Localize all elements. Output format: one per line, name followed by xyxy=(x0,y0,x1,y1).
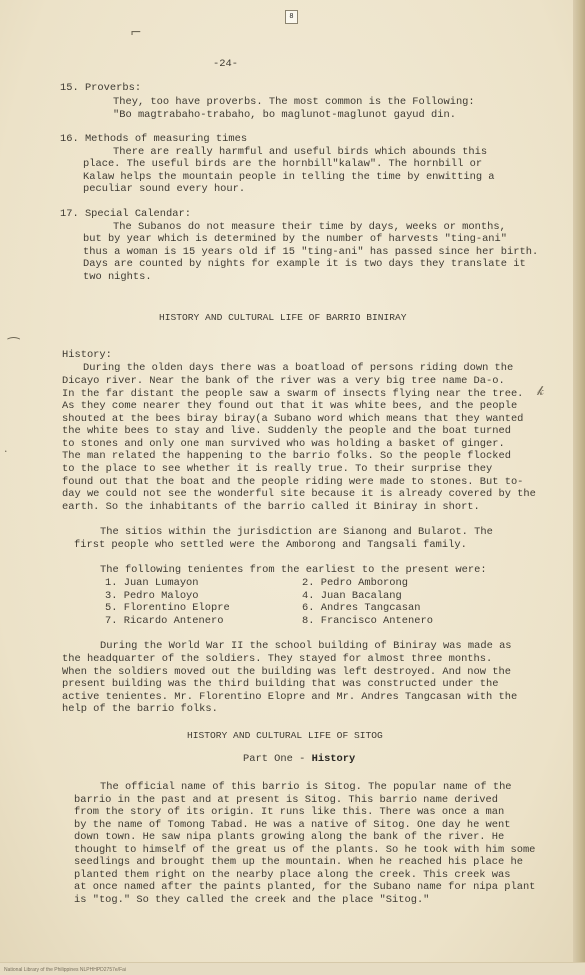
section-17-line: but by year which is determined by the number of harvests "ting-ani" xyxy=(83,233,508,245)
biniray-war-line: During the World War II the school building of Biniray was made as xyxy=(100,640,512,652)
biniray-sitios-line: The sitios within the jurisdiction are Sianong and Bularot. The xyxy=(100,526,493,538)
biniray-history-label: History: xyxy=(62,349,112,361)
biniray-paragraph-line: to stones and only one man survived who was holding a basket of ginger. xyxy=(62,438,505,450)
biniray-paragraph-line: The man related the happening to the barrio folks. So the people flocked xyxy=(62,450,511,462)
teniente-item: 8. Francisco Antenero xyxy=(302,615,433,627)
biniray-sitios-line: first people who settled were the Amborong and Tangsali family. xyxy=(74,539,467,551)
teniente-item: 2. Pedro Amborong xyxy=(302,577,409,589)
section-17-line: two nights. xyxy=(83,271,152,283)
sitog-subheading xyxy=(243,753,355,765)
section-15-line: They, too have proverbs. The most common is the Following: xyxy=(113,96,475,108)
margin-mark: · xyxy=(4,445,8,458)
page-binding-edge xyxy=(573,0,585,975)
biniray-paragraph-line: found out that the boat and the people riding were made to stones. But to- xyxy=(62,476,524,488)
section-16-title: 16. Methods of measuring times xyxy=(60,133,248,145)
sitog-paragraph-line: from the story of its origin. It runs like this. There was once a man xyxy=(74,806,505,818)
biniray-war-line: When the soldiers moved out the building was left destroyed. And now the xyxy=(62,666,511,678)
ink-smudge-mark: ⁀ xyxy=(8,338,20,354)
section-15-line: "Bo magtrabaho-trabaho, bo maglunot-maglunot gayud din. xyxy=(113,109,456,121)
section-16-line: Kalaw helps the mountain people in telling the time by enwitting a xyxy=(83,171,495,183)
ink-smudge-mark: ⌐ xyxy=(130,25,142,41)
biniray-paragraph-line: As they come nearer they found out that it was white bees, and the people xyxy=(62,400,518,412)
sitog-paragraph-line: by the name of Tomong Tabad. He was a native of Sitog. One day he went xyxy=(74,819,511,831)
sitog-paragraph-line: at once named after the paints planted, for the Subano name for nipa plant xyxy=(74,881,536,893)
biniray-paragraph-line: During the olden days there was a boatload of persons riding down the xyxy=(83,362,514,374)
biniray-war-line: the headquarter of the soldiers. They stayed for almost three months. xyxy=(62,653,493,665)
footer-credit: National Library of the Philippines NLPHHPD2757e/Fai xyxy=(4,967,127,973)
sitog-paragraph-line: The official name of this barrio is Sitog. The popular name of the xyxy=(100,781,512,793)
handwritten-mark: 𝓀 xyxy=(537,384,544,399)
page-tab: 8 xyxy=(285,10,298,24)
biniray-paragraph-line: shouted at the bees biray biray(a Subano word which means that they wanted xyxy=(62,413,524,425)
biniray-paragraph-line: the white bees to stay and live. Suddenly the people and the boat turned xyxy=(62,425,511,437)
teniente-item: 6. Andres Tangcasan xyxy=(302,602,421,614)
biniray-war-line: active tenientes. Mr. Florentino Elopre and Mr. Andres Tangcasan with the xyxy=(62,691,518,703)
teniente-item: 5. Florentino Elopre xyxy=(105,602,230,614)
section-17-title: 17. Special Calendar: xyxy=(60,208,191,220)
teniente-item: 1. Juan Lumayon xyxy=(105,577,199,589)
biniray-war-line: help of the barrio folks. xyxy=(62,703,218,715)
section-17-line: The Subanos do not measure their time by days, weeks or months, xyxy=(113,221,506,233)
teniente-item: 4. Juan Bacalang xyxy=(302,590,402,602)
biniray-paragraph-line: to the place to see whether it is really true. To their surprise they xyxy=(62,463,493,475)
section-17-line: Days are counted by nights for example it is two days they translate it xyxy=(83,258,526,270)
section-16-line: place. The useful birds are the hornbill"kalaw". The hornbill or xyxy=(83,158,483,170)
subheading-prefix: Part One - xyxy=(243,753,312,765)
subheading-history: History xyxy=(311,753,356,765)
section-16-line: There are really harmful and useful birds which abounds this xyxy=(113,146,488,158)
biniray-paragraph-line: earth. So the inhabitants of the barrio called it Biniray in short. xyxy=(62,501,480,513)
sitog-paragraph-line: barrio in the past and at present is Sitog. This barrio name derived xyxy=(74,794,499,806)
sitog-paragraph-line: is "tog." So they called the creek and the place "Sitog." xyxy=(74,894,430,906)
biniray-war-line: present building was the third building that was constructed under the xyxy=(62,678,499,690)
biniray-paragraph-line: day we could not see the wonderful site because it is already covered by the xyxy=(62,488,536,500)
page-number: -24- xyxy=(213,58,238,70)
sitog-paragraph-line: planted them right on the nearby place along the creek. This creek was xyxy=(74,869,511,881)
section-17-line: thus a woman is 15 years old if 15 "ting-ani" has passed since her birth. xyxy=(83,246,539,258)
sitog-paragraph-line: seedlings and brought them up the mountain. When he reached his place he xyxy=(74,856,523,868)
section-16-line: peculiar sound every hour. xyxy=(83,183,246,195)
sitog-heading: HISTORY AND CULTURAL LIFE OF SITOG xyxy=(187,730,383,741)
section-15-title: 15. Proverbs: xyxy=(60,82,142,94)
sitog-paragraph-line: down town. He saw nipa plants growing along the bank of the river. He xyxy=(74,831,505,843)
tenientes-intro: The following tenientes from the earliest to the present were: xyxy=(100,564,487,576)
biniray-paragraph-line: In the far distant the people saw a swarm of insects flying near the tree. xyxy=(62,388,524,400)
biniray-heading: HISTORY AND CULTURAL LIFE OF BARRIO BINIRAY xyxy=(159,312,407,323)
biniray-paragraph-line: Dicayo river. Near the bank of the river was a very big tree name Da-o. xyxy=(62,375,505,387)
teniente-item: 3. Pedro Maloyo xyxy=(105,590,199,602)
sitog-paragraph-line: thought to himself of the great us of the plants. So he took with him some xyxy=(74,844,536,856)
teniente-item: 7. Ricardo Antenero xyxy=(105,615,224,627)
